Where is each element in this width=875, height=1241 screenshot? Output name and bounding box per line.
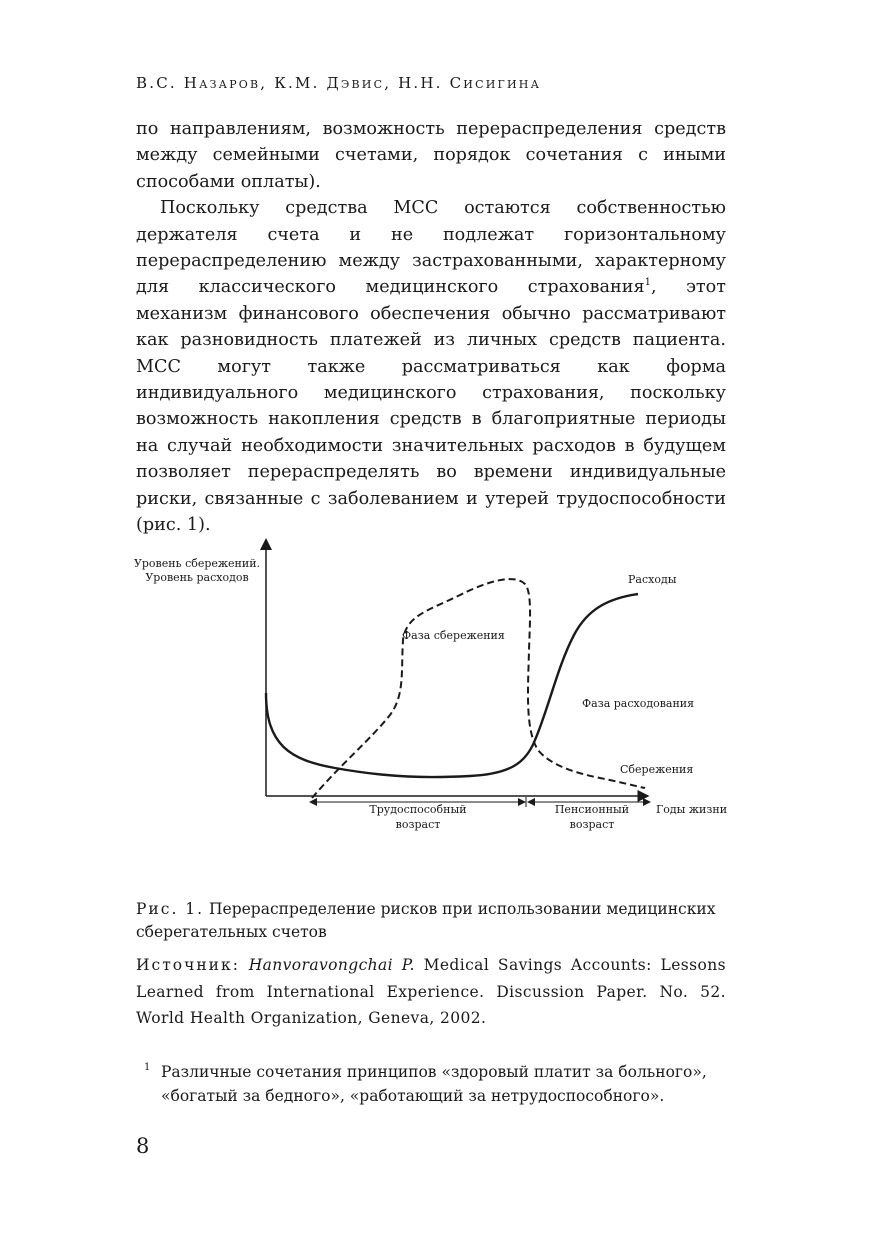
figure-source bbox=[136, 952, 726, 1032]
footnote-mark: 1 bbox=[144, 1062, 151, 1073]
caption-text: Перераспределение рисков при использовании медицинских сберегательных счетов bbox=[136, 900, 716, 941]
source-text: Medical Savings Accounts: Lessons Learned from International Experience. Discussion Paper. No. 52. World Health Organization, Geneva, 2002. bbox=[136, 956, 726, 1027]
paragraph-2 bbox=[136, 195, 726, 538]
savings-curve bbox=[312, 579, 645, 798]
footnote-ref[interactable]: 1 bbox=[644, 277, 651, 289]
page-number: 8 bbox=[136, 1134, 150, 1158]
y-axis-label-line1: Уровень сбережений. bbox=[133, 557, 261, 570]
working-age-label-line1: Трудоспособный bbox=[369, 803, 467, 816]
figure-caption bbox=[136, 898, 726, 944]
chart-svg bbox=[130, 530, 750, 850]
running-header: В.С. Назаров, К.М. Дэвис, Н.Н. Сисигина bbox=[136, 74, 542, 92]
expenses-curve bbox=[266, 594, 638, 777]
y-axis-label-line2: Уровень расходов bbox=[145, 571, 249, 584]
body-text bbox=[136, 116, 726, 539]
caption-prefix: Рис. 1. bbox=[136, 900, 205, 918]
source-label: Источник: bbox=[136, 956, 240, 974]
paragraph-2-part-b: , этот механизм финансового обеспечения обычно рассматривают как разновидность платежей из личных средств пациента. МСС могут также рассматриваться как форма индивидуального медицинского страхования, поскольку возможность накопления средств в благоприятные периоды на случай необходимости значительных расходов в будущем позволяет перераспределять во времени индивидуальные риски, связанные с заболеванием и утерей трудоспособности (рис. 1). bbox=[136, 277, 726, 536]
figure-chart bbox=[130, 530, 750, 850]
footnote-text: Различные сочетания принципов «здоровый платит за больного», «богатый за бедного», «работающий за нетрудоспособного». bbox=[161, 1063, 707, 1105]
source-author: Hanvoravongchai P. bbox=[248, 956, 415, 974]
spending-phase-label: Фаза расходования bbox=[582, 697, 695, 710]
saving-phase-label: Фаза сбережения bbox=[402, 629, 505, 642]
pension-age-label-line1: Пенсионный bbox=[554, 803, 630, 816]
pension-age-label-line2: возраст bbox=[569, 818, 615, 831]
x-axis-label: Годы жизни bbox=[656, 803, 728, 816]
paragraph-2-part-a: Поскольку средства МСС остаются собственностью держателя счета и не подлежат горизонтальному перераспределению между застрахованными, характерному для классического медицинского страхования bbox=[136, 198, 726, 298]
working-age-label-line2: возраст bbox=[395, 818, 441, 831]
savings-label: Сбережения bbox=[620, 763, 694, 776]
expenses-label: Расходы bbox=[628, 573, 677, 586]
footnote bbox=[136, 1060, 726, 1108]
paragraph-1: по направлениям, возможность перераспределения средств между семейными счетами, порядок сочетания с иными способами оплаты). bbox=[136, 119, 726, 192]
